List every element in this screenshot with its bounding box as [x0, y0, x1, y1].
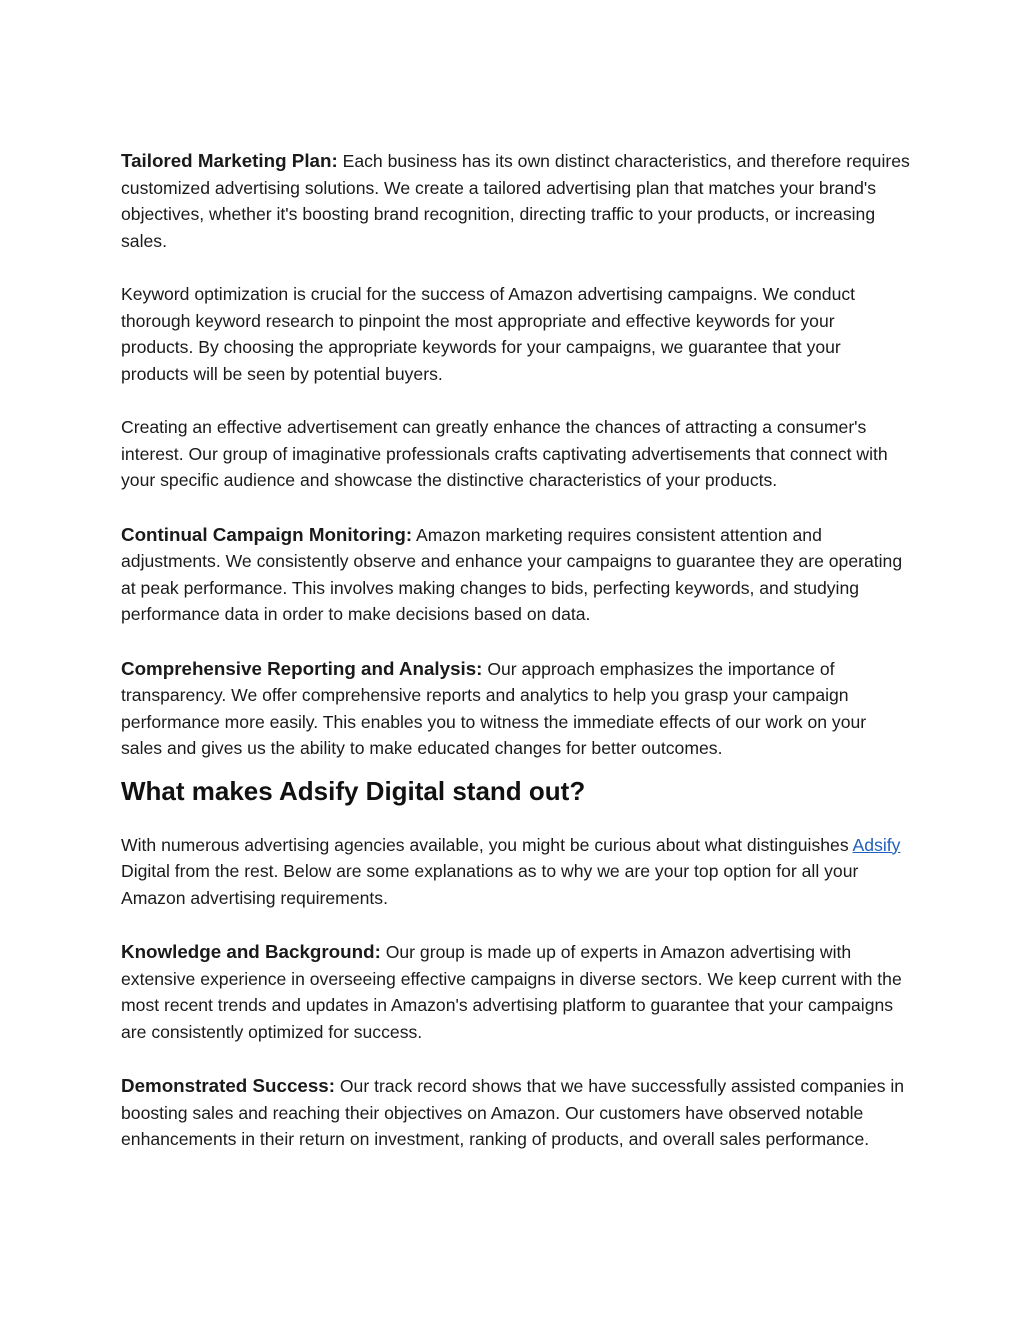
- intro-text-after: Digital from the rest. Below are some explanations as to why we are your top option for all your Amazon advertising requirements.: [121, 861, 859, 908]
- spacer: [121, 762, 911, 774]
- adsify-link[interactable]: Adsify: [852, 834, 901, 855]
- intro-paragraph: [121, 832, 911, 912]
- spacer: [121, 808, 911, 832]
- section-heading: What makes Adsify Digital stand out?: [121, 775, 586, 806]
- spacer: [121, 911, 911, 939]
- tailored-marketing-text: Each business has its own distinct characteristics, and therefore requires customized advertising solutions. We create a tailored advertising plan that matches your brand's objectives, whether it's boosting brand recognition, directing traffic to your products, or increasing sales.: [121, 151, 910, 251]
- reporting-analysis-lead: Comprehensive Reporting and Analysis:: [121, 657, 483, 679]
- campaign-monitoring-lead: Continual Campaign Monitoring:: [121, 523, 413, 545]
- success-paragraph: [121, 1073, 911, 1153]
- intro-text-before: With numerous advertising agencies available, you might be curious about what distinguishes: [121, 834, 853, 855]
- success-text: Our track record shows that we have successfully assisted companies in boosting sales and reaching their objectives on Amazon. Our customers have observed notable enhancements in their return on investment, ranking of products, and overall sales performance.: [121, 1076, 905, 1149]
- knowledge-text: Our group is made up of experts in Amazon advertising with extensive experience in overseeing effective campaigns in diverse sectors. We keep current with the most recent trends and updates in Amazon's advertising platform to guarantee that your campaigns are consistently optimized for success.: [121, 942, 902, 1042]
- spacer: [121, 387, 911, 414]
- campaign-monitoring-paragraph: [121, 522, 911, 628]
- campaign-monitoring-text: Amazon marketing requires consistent attention and adjustments. We consistently observe and enhance your campaigns to guarantee they are operating at peak performance. This involves making changes to bids, perfecting keywords, and studying performance data in order to make decisions based on data.: [121, 524, 903, 624]
- creative-ads-paragraph: Creating an effective advertisement can greatly enhance the chances of attracting a consumer's interest. Our group of imaginative professionals crafts captivating advertisements that connect with your specific audience and showcase the distinctive characteristics of your products.: [121, 417, 888, 490]
- spacer: [121, 628, 911, 656]
- reporting-analysis-text: Our approach emphasizes the importance of transparency. We offer comprehensive reports and analytics to help you grasp your campaign performance more easily. This enables you to witness the immediate effects of our work on your sales and gives us the ability to make educated changes for better outcomes.: [121, 658, 867, 758]
- spacer: [121, 254, 911, 281]
- success-lead: Demonstrated Success:: [121, 1075, 335, 1096]
- tailored-marketing-lead: Tailored Marketing Plan:: [121, 150, 338, 171]
- knowledge-lead: Knowledge and Background:: [121, 941, 381, 962]
- spacer: [121, 494, 911, 522]
- knowledge-paragraph: [121, 939, 911, 1045]
- spacer: [121, 1045, 911, 1073]
- document-page: [121, 148, 911, 1153]
- reporting-analysis-paragraph: [121, 656, 911, 762]
- tailored-marketing-paragraph: [121, 148, 911, 254]
- keyword-optimization-paragraph: Keyword optimization is crucial for the success of Amazon advertising campaigns. We conduct thorough keyword research to pinpoint the most appropriate and effective keywords for your products. By choosing the appropriate keywords for your campaigns, we guarantee that your products will be seen by potential buyers.: [121, 284, 856, 384]
